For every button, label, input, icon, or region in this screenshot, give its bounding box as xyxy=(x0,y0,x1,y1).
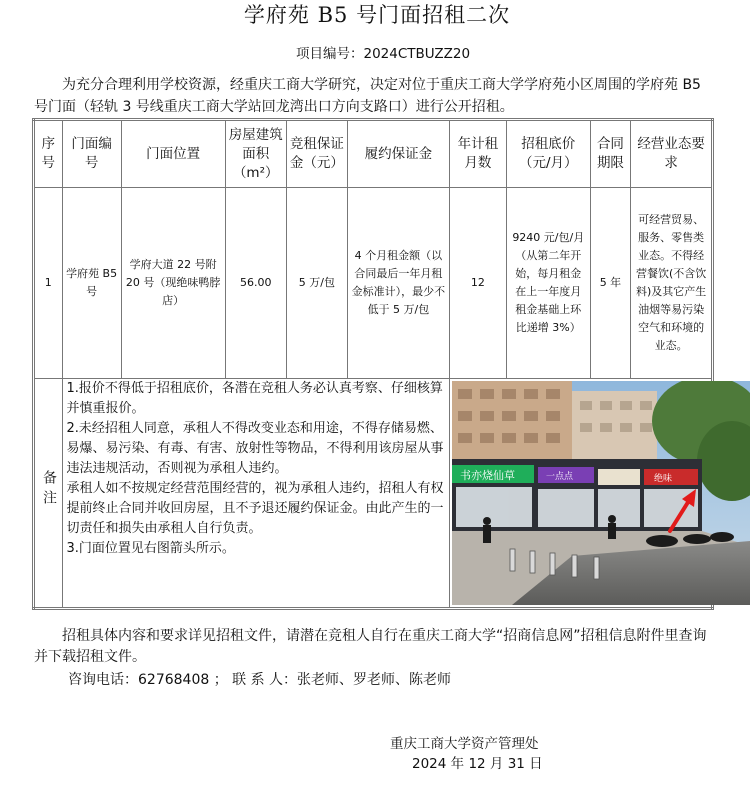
header-unit: 门面编号 xyxy=(62,120,121,188)
header-seq: 序号 xyxy=(34,120,63,188)
remark-item: 3.门面位置见右图箭头所示。 xyxy=(66,541,235,556)
header-deposit: 竞租保证金（元） xyxy=(286,120,347,188)
project-number: 项目编号：2024CTBUZZ20 xyxy=(296,46,471,62)
intro-paragraph: 为充分合理利用学校资源，经重庆工商大学研究，决定对位于重庆工商大学学府苑小区周围的学府苑 B5 号门面（轻轨 3 号线重庆工商大学站回龙湾出口方向支路口）进行公开招租。 xyxy=(34,77,701,115)
header-term: 合同期限 xyxy=(590,120,631,188)
footer-paragraph: 招租具体内容和要求详见招租文件，请潜在竞租人自行在重庆工商大学“招商信息网”招租信息附件里查询并下载招租文件。 xyxy=(34,628,707,665)
remark-item: 1.报价不得低于招租底价，各潜在竞租人务必认真考察、仔细核算并慎重报价。 xyxy=(66,381,443,416)
cell-performance: 4 个月租金额（以合同最后一年月租金标准计），最少不低于 5 万/包 xyxy=(347,188,449,379)
cell-area: 56.00 xyxy=(225,188,286,379)
remarks-text xyxy=(62,379,449,609)
remarks-label xyxy=(34,379,63,609)
remarks-row xyxy=(34,379,713,609)
table-header-row xyxy=(34,120,713,188)
cell-term: 5 年 xyxy=(590,188,631,379)
cell-months: 12 xyxy=(449,188,506,379)
document-title: 学府苑 B5 号门面招租二次 xyxy=(243,3,511,27)
header-business: 经营业态要求 xyxy=(631,120,713,188)
cell-seq: 1 xyxy=(34,188,63,379)
shop-sign-middle: 一点点 xyxy=(545,472,573,482)
header-area: 房屋建筑面积（m²） xyxy=(225,120,286,188)
shop-sign-left: 书亦烧仙草 xyxy=(459,469,515,482)
remarks-label-text: 备注 xyxy=(41,469,57,510)
table-row xyxy=(34,188,713,379)
tender-table xyxy=(32,118,714,610)
cell-location: 学府大道 22 号附 20 号（现绝味鸭脖店） xyxy=(121,188,225,379)
remark-item: 2.未经招租人同意，承租人不得改变业态和用途，不得存储易燃、易爆、易污染、有毒、有害、放射性等物品，不得利用该房屋从事违法违规活动，否则视为承租人违约。 xyxy=(66,421,444,476)
cell-unit: 学府苑 B5 号 xyxy=(62,188,121,379)
header-location: 门面位置 xyxy=(121,120,225,188)
storefront-photo xyxy=(452,381,750,605)
cell-deposit: 5 万/包 xyxy=(286,188,347,379)
shop-sign-right: 绝味 xyxy=(653,474,672,484)
issuing-organization: 重庆工商大学资产管理处 xyxy=(390,736,539,752)
remark-item: 承租人如不按规定经营范围经营的，视为承租人违约，招租人有权提前终止合同并收回房屋，且不予退还履约保证金。由此产生的一切责任和损失由承租人自行负责。 xyxy=(66,481,444,536)
issue-date: 2024 年 12 月 31 日 xyxy=(412,756,543,772)
header-performance: 履约保证金 xyxy=(347,120,449,188)
storefront-photo-cell xyxy=(449,379,712,609)
contact-line: 咨询电话：62768408 ； 联 系 人：张老师、罗老师、陈老师 xyxy=(68,672,452,688)
header-months: 年计租月数 xyxy=(449,120,506,188)
cell-business: 可经营贸易、服务、零售类业态。不得经营餐饮(不含饮料)及其它产生油烟等易污染空气和环境的业态。 xyxy=(631,188,713,379)
cell-base-price: 9240 元/包/月（从第二年开始，每月租金在上一年度月租金基础上环比递增 3%） xyxy=(506,188,590,379)
header-base-price: 招租底价（元/月） xyxy=(506,120,590,188)
